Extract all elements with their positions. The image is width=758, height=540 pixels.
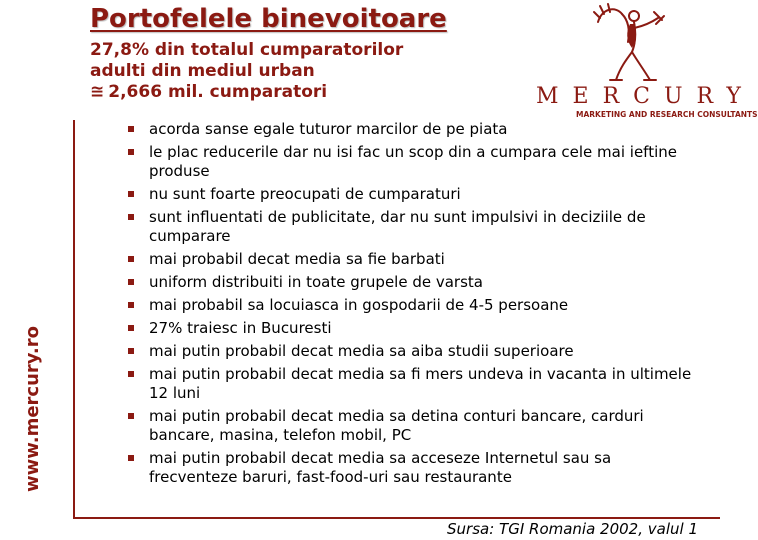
- list-item-text: le plac reducerile dar nu isi fac un scop din a cumpara cele mai ieftine produse: [149, 143, 677, 180]
- list-item: [128, 296, 700, 315]
- mercury-logo: [530, 2, 758, 122]
- list-item-text: mai putin probabil decat media sa aiba studii superioare: [149, 342, 574, 360]
- list-item-text: 27% traiesc in Bucuresti: [149, 319, 332, 337]
- bullet-square-icon: [128, 279, 134, 285]
- list-item: [128, 319, 700, 338]
- side-url: www.mercury.ro: [22, 326, 43, 492]
- bullet-square-icon: [128, 371, 134, 377]
- subtitle-count-line: [90, 82, 403, 103]
- list-item-text: mai putin probabil decat media sa acceseze Internetul sau sa frecventeze baruri, fast-food-uri sau restaurante: [149, 449, 612, 486]
- list-item: [128, 407, 700, 445]
- list-item-text: nu sunt foarte preocupati de cumparaturi: [149, 185, 461, 203]
- bullet-square-icon: [128, 455, 134, 461]
- approx-symbol: ≅: [90, 82, 105, 102]
- bullet-square-icon: [128, 325, 134, 331]
- vertical-divider: [73, 120, 75, 518]
- list-item: [128, 342, 700, 361]
- bullet-square-icon: [128, 413, 134, 419]
- list-item: [128, 143, 700, 181]
- bullet-list: [128, 120, 700, 487]
- bullet-square-icon: [128, 191, 134, 197]
- list-item-text: mai probabil decat media sa fie barbati: [149, 250, 445, 268]
- list-item: [128, 120, 700, 139]
- logo-tagline: MARKETING AND RESEARCH CONSULTANTS: [576, 110, 758, 119]
- bullet-square-icon: [128, 214, 134, 220]
- list-item: [128, 185, 700, 204]
- bullet-square-icon: [128, 126, 134, 132]
- horizontal-divider: [73, 517, 720, 519]
- subtitle-count: 2,666 mil. cumparatori: [108, 82, 328, 102]
- logo-name: MERCURY: [536, 84, 755, 109]
- source-note: Sursa: TGI Romania 2002, valul 1: [447, 520, 698, 538]
- subtitle-line: adulti din mediul urban: [90, 61, 315, 81]
- list-item-text: sunt influentati de publicitate, dar nu sunt impulsivi in deciziile de cumparare: [149, 208, 646, 245]
- bullet-square-icon: [128, 302, 134, 308]
- list-item: [128, 250, 700, 269]
- list-item-text: uniform distribuiti in toate grupele de varsta: [149, 273, 483, 291]
- list-item: [128, 273, 700, 292]
- subtitle-line: 27,8% din totalul cumparatorilor: [90, 40, 404, 60]
- list-item: [128, 365, 700, 403]
- slide-subtitle: [90, 40, 403, 103]
- list-item-text: mai probabil sa locuiasca in gospodarii de 4-5 persoane: [149, 296, 569, 314]
- mercury-figure-icon: [590, 2, 670, 84]
- bullet-square-icon: [128, 348, 134, 354]
- bullet-square-icon: [128, 256, 134, 262]
- bullet-square-icon: [128, 149, 134, 155]
- list-item: [128, 449, 700, 487]
- list-item-text: mai putin probabil decat media sa fi mers undeva in vacanta in ultimele 12 luni: [149, 365, 692, 402]
- list-item: [128, 208, 700, 246]
- list-item-text: mai putin probabil decat media sa detina conturi bancare, carduri bancare, masina, telefon mobil, PC: [149, 407, 644, 444]
- list-item-text: acorda sanse egale tuturor marcilor de pe piata: [149, 120, 508, 138]
- slide-title: Portofelele binevoitoare: [90, 4, 447, 34]
